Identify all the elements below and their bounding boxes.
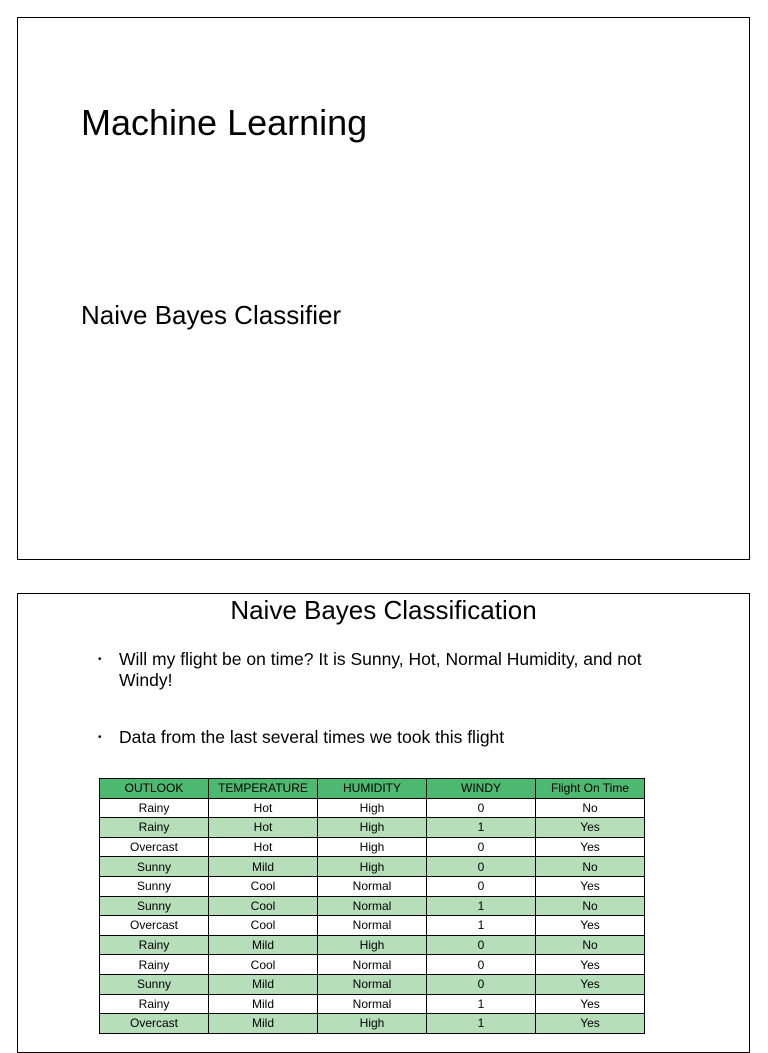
bullet-item — [98, 727, 668, 748]
table-cell: Yes — [536, 818, 645, 838]
bullet-list — [98, 649, 668, 784]
table-row — [100, 916, 645, 936]
table-header-row — [100, 779, 645, 799]
table-cell: Sunny — [100, 876, 209, 896]
table-cell: 0 — [427, 876, 536, 896]
table-cell: 1 — [427, 896, 536, 916]
column-header: WINDY — [427, 779, 536, 799]
bullet-icon: • — [98, 654, 102, 665]
bullet-icon: • — [98, 732, 102, 743]
flight-data-table — [99, 778, 645, 1034]
table-cell: Normal — [318, 955, 427, 975]
table-cell: Cool — [209, 876, 318, 896]
table-cell: Yes — [536, 876, 645, 896]
bullet-item — [98, 649, 668, 691]
table-cell: Mild — [209, 974, 318, 994]
table-cell: Sunny — [100, 857, 209, 877]
table-cell: Rainy — [100, 798, 209, 818]
table-cell: 0 — [427, 974, 536, 994]
table-row — [100, 896, 645, 916]
column-header: OUTLOOK — [100, 779, 209, 799]
table-cell: Cool — [209, 955, 318, 975]
table-cell: Normal — [318, 994, 427, 1014]
table-cell: High — [318, 798, 427, 818]
table-cell: Mild — [209, 994, 318, 1014]
table-row — [100, 837, 645, 857]
table-cell: High — [318, 1014, 427, 1034]
table-cell: Rainy — [100, 935, 209, 955]
table-cell: Yes — [536, 916, 645, 936]
table-cell: 0 — [427, 798, 536, 818]
table-cell: Normal — [318, 896, 427, 916]
table-cell: Yes — [536, 837, 645, 857]
table-cell: Normal — [318, 916, 427, 936]
table-cell: Cool — [209, 896, 318, 916]
table-cell: Rainy — [100, 818, 209, 838]
table-cell: 1 — [427, 994, 536, 1014]
table-cell: Mild — [209, 857, 318, 877]
table-cell: Yes — [536, 974, 645, 994]
table-row — [100, 974, 645, 994]
table-cell: Hot — [209, 798, 318, 818]
slide-title: Naive Bayes Classification — [230, 595, 537, 625]
slide-title: Machine Learning — [81, 102, 368, 143]
table-cell: Normal — [318, 974, 427, 994]
table-cell: Yes — [536, 955, 645, 975]
table-row — [100, 857, 645, 877]
table-cell: Sunny — [100, 896, 209, 916]
table-cell: Overcast — [100, 1014, 209, 1034]
table-cell: Mild — [209, 935, 318, 955]
table-row — [100, 876, 645, 896]
table-cell: No — [536, 896, 645, 916]
table-cell: No — [536, 857, 645, 877]
table-cell: Rainy — [100, 994, 209, 1014]
table-row — [100, 1014, 645, 1034]
content-slide — [17, 593, 750, 1053]
column-header: HUMIDITY — [318, 779, 427, 799]
title-slide — [17, 17, 750, 560]
table-cell: 1 — [427, 1014, 536, 1034]
table-cell: Rainy — [100, 955, 209, 975]
table-cell: High — [318, 857, 427, 877]
bullet-text: Data from the last several times we took this flight — [119, 727, 505, 747]
table-cell: Yes — [536, 994, 645, 1014]
table-cell: Overcast — [100, 837, 209, 857]
table-cell: Normal — [318, 876, 427, 896]
table-cell: Cool — [209, 916, 318, 936]
table-row — [100, 798, 645, 818]
table-cell: Sunny — [100, 974, 209, 994]
table-cell: High — [318, 818, 427, 838]
table-cell: 0 — [427, 955, 536, 975]
table-cell: 1 — [427, 818, 536, 838]
column-header: TEMPERATURE — [209, 779, 318, 799]
table-row — [100, 818, 645, 838]
table-cell: Overcast — [100, 916, 209, 936]
table-cell: Hot — [209, 837, 318, 857]
table-cell: Hot — [209, 818, 318, 838]
table-cell: No — [536, 798, 645, 818]
table-cell: No — [536, 935, 645, 955]
bullet-text: Will my flight be on time? It is Sunny, Hot, Normal Humidity, and not Windy! — [119, 649, 642, 690]
table-row — [100, 935, 645, 955]
table-row — [100, 994, 645, 1014]
column-header: Flight On Time — [536, 779, 645, 799]
table-cell: 0 — [427, 935, 536, 955]
table-cell: Mild — [209, 1014, 318, 1034]
slide-subtitle: Naive Bayes Classifier — [81, 300, 342, 330]
table-cell: High — [318, 935, 427, 955]
table-cell: 0 — [427, 837, 536, 857]
table-cell: Yes — [536, 1014, 645, 1034]
table-cell: High — [318, 837, 427, 857]
table-cell: 0 — [427, 857, 536, 877]
table-cell: 1 — [427, 916, 536, 936]
table-row — [100, 955, 645, 975]
